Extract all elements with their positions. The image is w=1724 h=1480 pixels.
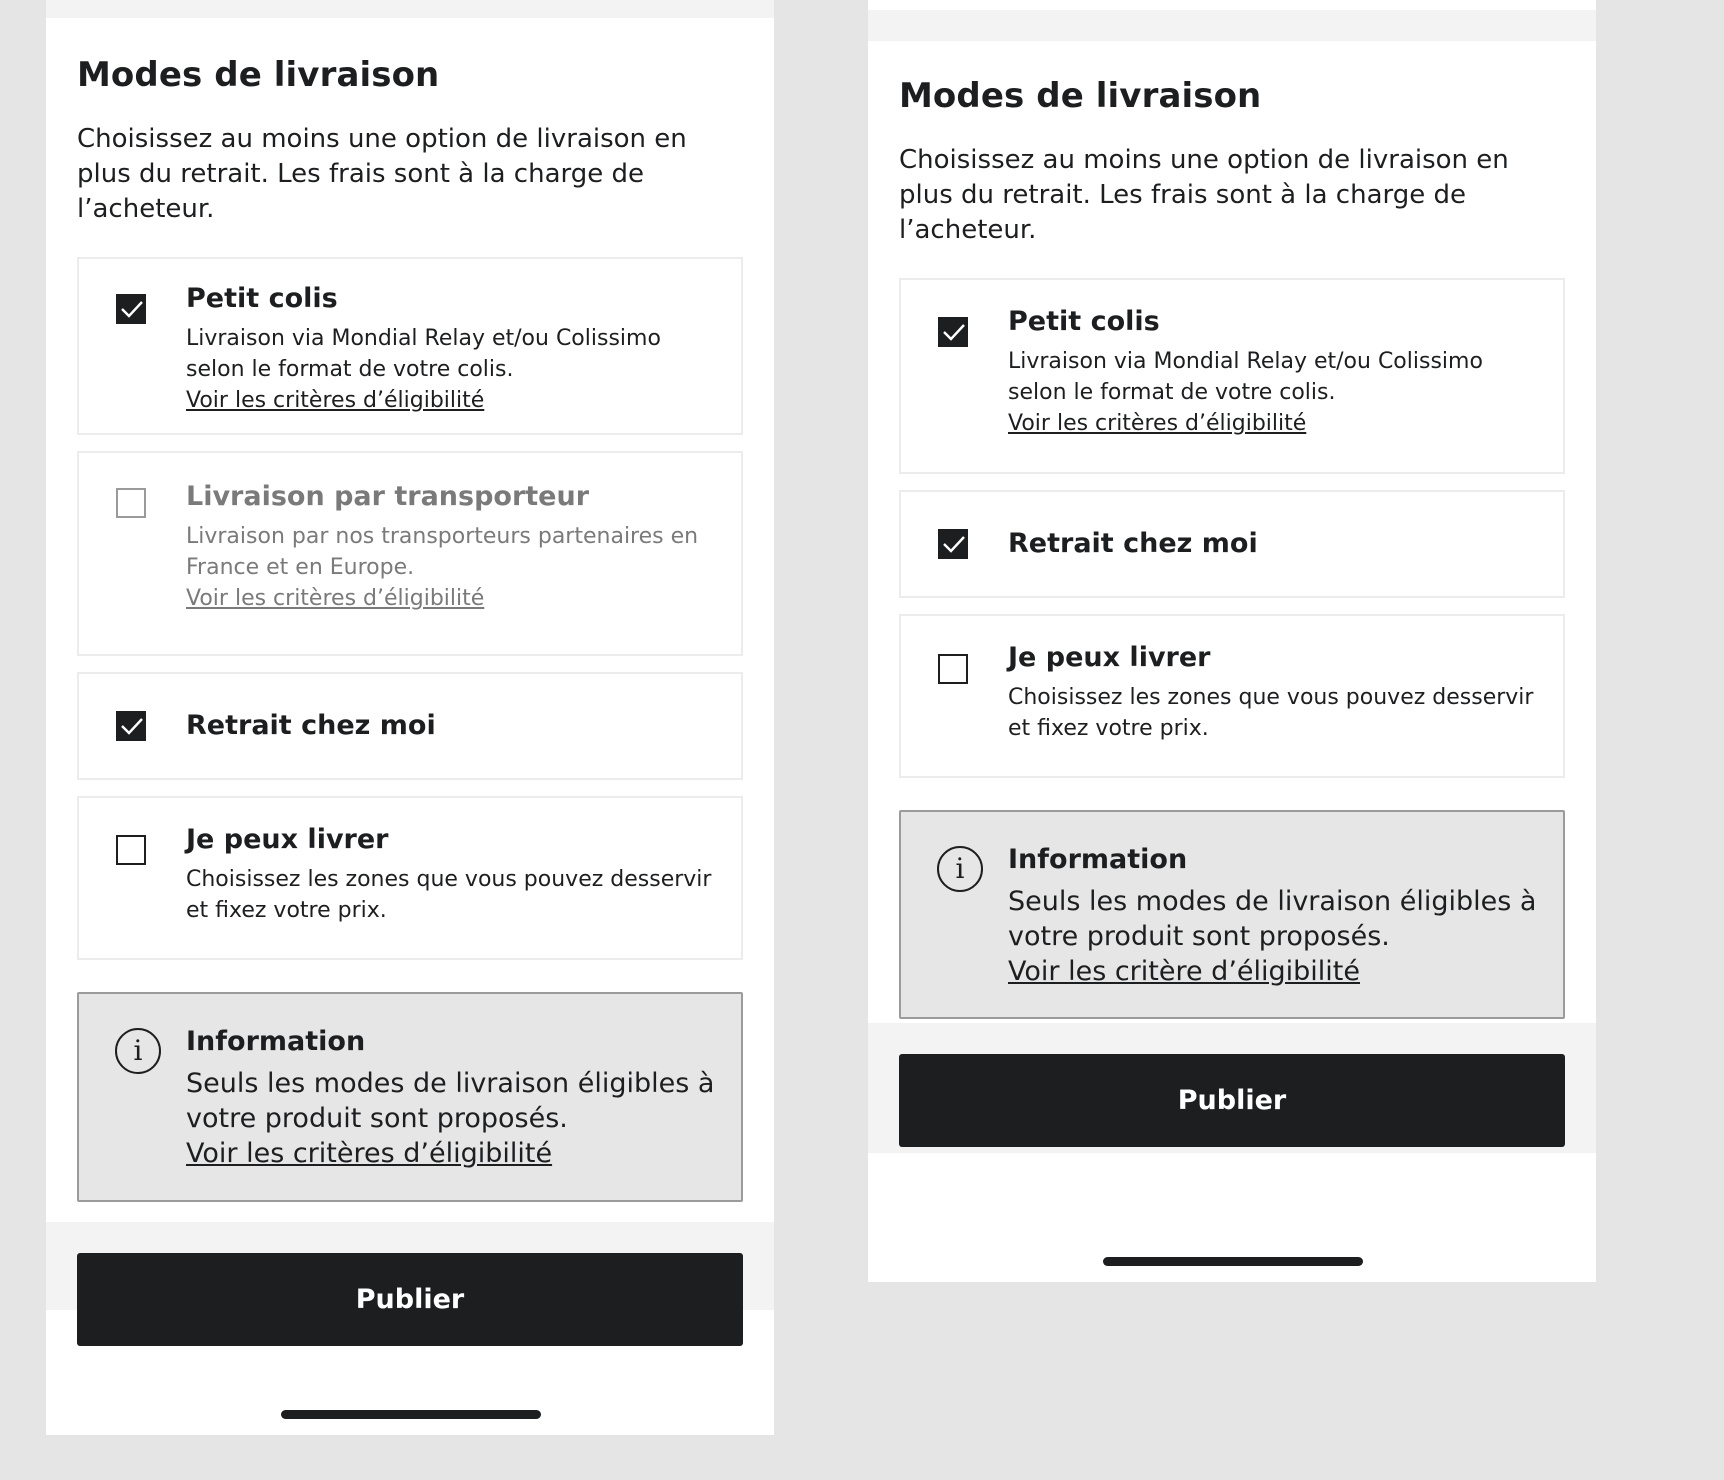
option-petit-colis[interactable] [899,278,1565,474]
option-title: Livraison par transporteur [186,481,590,512]
option-title: Je peux livrer [1008,642,1211,673]
page-intro: Choisissez au moins une option de livraison en plus du retrait. Les frais sont à la charge de l’acheteur. [77,124,687,224]
page-title: Modes de livraison [899,76,1262,116]
option-description: Livraison par nos transporteurs partenaires en France et en Europe. [186,524,699,580]
option-title: Petit colis [186,283,338,314]
je-peux-livrer-checkbox[interactable] [938,654,968,684]
option-retrait-chez-moi[interactable] [899,490,1565,598]
option-petit-colis[interactable] [77,257,743,435]
info-eligibility-link[interactable]: Voir les critères d’éligibilité [186,1138,553,1169]
eligibility-link[interactable]: Voir les critères d’éligibilité [1008,411,1307,436]
top-band [46,0,774,18]
page-intro: Choisissez au moins une option de livraison en plus du retrait. Les frais sont à la charge de l’acheteur. [899,145,1509,245]
publish-button[interactable]: Publier [899,1054,1565,1147]
check-icon [121,300,143,318]
je-peux-livrer-checkbox[interactable] [116,835,146,865]
home-indicator [1103,1257,1363,1266]
option-livraison-transporteur [77,451,743,656]
top-band [868,10,1596,41]
left-screen [46,0,774,1435]
right-content [899,41,1565,1019]
check-icon [121,717,143,735]
option-description: Choisissez les zones que vous pouvez desservir et fixez votre prix. [186,867,712,923]
option-description: Livraison via Mondial Relay et/ou Colissimo selon le format de votre colis. [186,326,661,382]
retrait-checkbox[interactable] [938,529,968,559]
option-title: Petit colis [1008,306,1160,337]
option-je-peux-livrer[interactable] [77,796,743,960]
eligibility-link[interactable]: Voir les critères d’éligibilité [186,388,485,413]
option-description: Choisissez les zones que vous pouvez desservir et fixez votre prix. [1008,685,1534,741]
option-retrait-chez-moi[interactable] [77,672,743,780]
info-eligibility-link[interactable]: Voir les critère d’éligibilité [1008,956,1361,987]
option-title: Retrait chez moi [1008,528,1258,559]
petit-colis-checkbox[interactable] [116,294,146,324]
information-box [77,992,743,1202]
check-icon [943,535,965,553]
info-title: Information [186,1026,366,1057]
petit-colis-checkbox[interactable] [938,317,968,347]
right-screen [868,0,1596,1282]
information-box [899,810,1565,1019]
left-content [77,18,743,1202]
info-icon: i [937,846,983,892]
option-title: Je peux livrer [186,824,389,855]
home-indicator [281,1410,541,1419]
option-je-peux-livrer[interactable] [899,614,1565,778]
eligibility-link: Voir les critères d’éligibilité [186,586,485,611]
info-icon: i [115,1028,161,1074]
check-icon [943,323,965,341]
option-title: Retrait chez moi [186,710,436,741]
publish-button[interactable]: Publier [77,1253,743,1346]
transporteur-checkbox [116,488,146,518]
page-title: Modes de livraison [77,55,440,95]
info-title: Information [1008,844,1188,875]
retrait-checkbox[interactable] [116,711,146,741]
option-description: Livraison via Mondial Relay et/ou Colissimo selon le format de votre colis. [1008,349,1483,405]
info-description: Seuls les modes de livraison éligibles à votre produit sont proposés. [186,1068,715,1134]
info-description: Seuls les modes de livraison éligibles à votre produit sont proposés. [1008,886,1537,952]
